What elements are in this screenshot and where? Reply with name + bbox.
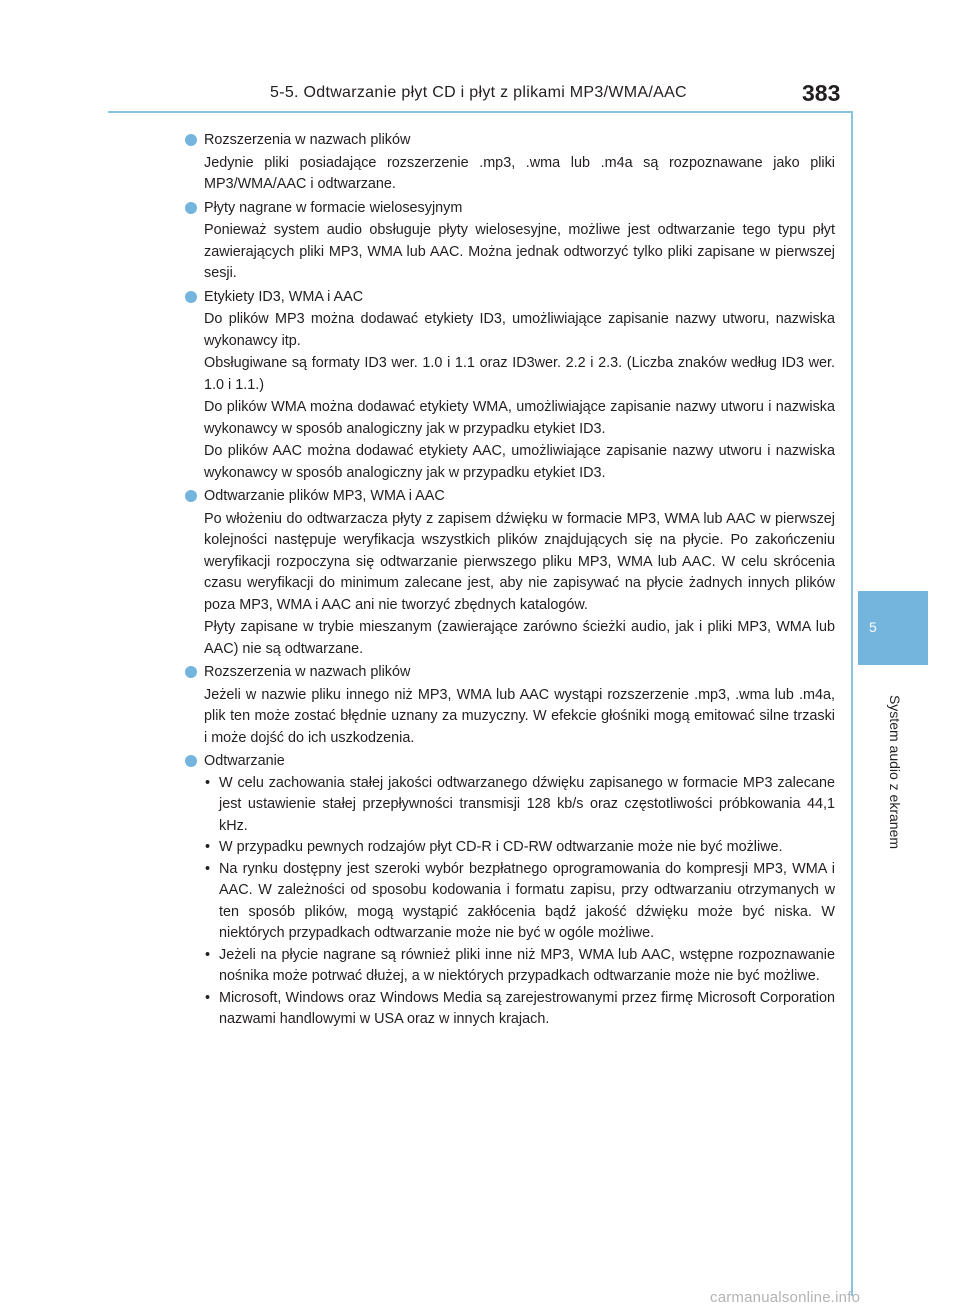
chapter-tab	[858, 591, 928, 665]
content	[183, 128, 835, 1031]
paragraph: Jeżeli w nazwie pliku innego niż MP3, WMA lub AAC wystąpi rozszerzenie .mp3, .wma lub .m4a, plik ten może zostać błędnie uznany za muzyczny. W efekcie głośniki mogą emitować silne trzaski i może dojść do ich uszkodzenia.	[204, 686, 835, 746]
section	[183, 751, 835, 1031]
paragraph: Obsługiwane są formaty ID3 wer. 1.0 i 1.1 oraz ID3wer. 2.2 i 2.3. (Liczba znaków według ID3 wer. 1.0 i 1.1.)	[204, 355, 835, 393]
paragraph: Ponieważ system audio obsługuje płyty wielosesyjne, możliwe jest odtwarzanie tego typu płyt zawierających pliki MP3, WMA lub AAC. Można jednak odtworzyć tylko pliki zapisane w pierwszej sesji.	[204, 222, 835, 281]
section	[183, 130, 835, 196]
section-title: Odtwarzanie	[183, 751, 835, 773]
section	[183, 486, 835, 660]
paragraph: Jedynie pliki posiadające rozszerzenie .mp3, .wma lub .m4a są rozpoznawane jako pliki MP3/WMA/AAC i odtwarzane.	[204, 154, 835, 192]
paragraph: Po włożeniu do odtwarzacza płyty z zapisem dźwięku w formacie MP3, WMA lub AAC w pierwszej kolejności następuje weryfikacja wszystkich plików znajdujących się na płycie. Po zakończeniu weryfikacji rozpoczyna się odtwarzanie pierwszego pliku MP3, WMA lub AAC. W celu skrócenia czasu weryfikacji do minimum zalecane jest, aby nie zapisywać na płycie żadnych innych plików poza MP3, WMA i AAC ani nie tworzyć zbędnych katalogów.	[204, 510, 835, 613]
section-title: Rozszerzenia w nazwach plików	[183, 662, 835, 684]
page-header-title: 5-5. Odtwarzanie płyt CD i płyt z plikami MP3/WMA/AAC	[270, 84, 687, 101]
section-title: Płyty nagrane w formacie wielosesyjnym	[183, 198, 835, 220]
chapter-label-wrap	[883, 694, 907, 850]
bullet-list	[183, 773, 835, 1031]
chapter-label: System audio z ekranem	[887, 694, 903, 850]
page-number: 383	[802, 80, 841, 106]
section-title: Etykiety ID3, WMA i AAC	[183, 287, 835, 309]
list-item: • Microsoft, Windows oraz Windows Media są zarejestrowanymi przez firmę Microsoft Corporation nazwami handlowymi w USA oraz w innych krajach.	[219, 988, 835, 1031]
list-item: • Na rynku dostępny jest szeroki wybór bezpłatnego oprogramowania do kompresji MP3, WMA i AAC. W zależności od sposobu kodowania i formatu zapisu, przy odtwarzaniu otrzymanych w ten sposób plików, mogą wystąpić zakłócenia bądź jakość dźwięku może być niska. W niektórych przypadkach odtwarzanie może nie być w ogóle możliwe.	[219, 859, 835, 945]
chapter-number: 5	[869, 619, 877, 635]
paragraph: Do plików WMA można dodawać etykiety WMA, umożliwiające zapisanie nazwy utworu i nazwiska wykonawcy w sposób analogiczny jak w przypadku etykiet ID3.	[204, 399, 835, 437]
section	[183, 662, 835, 749]
section-title: Rozszerzenia w nazwach plików	[183, 130, 835, 152]
section	[183, 287, 835, 485]
paragraph: Do plików AAC można dodawać etykiety AAC, umożliwiające zapisanie nazwy utworu i nazwiska wykonawcy w sposób analogiczny jak w przypadku etykiet ID3.	[204, 443, 835, 481]
header-rule	[108, 111, 851, 113]
list-item: • Jeżeli na płycie nagrane są również pliki inne niż MP3, WMA lub AAC, wstępne rozpoznawanie nośnika może potrwać dłużej, a w niektórych przypadkach odtwarzanie może nie być możliwe.	[219, 945, 835, 988]
section	[183, 198, 835, 285]
list-item: • W celu zachowania stałej jakości odtwarzanego dźwięku zapisanego w formacie MP3 zalecane jest ustawienie stałej przepływności transmisji 128 kb/s oraz częstotliwości próbkowania 44,1 kHz.	[219, 773, 835, 838]
paragraph: Płyty zapisane w trybie mieszanym (zawierające zarówno ścieżki audio, jak i pliki MP3, WMA lub AAC) nie są odtwarzane.	[204, 619, 835, 657]
section-title: Odtwarzanie plików MP3, WMA i AAC	[183, 486, 835, 508]
side-rule	[851, 111, 853, 1296]
watermark: carmanualsonline.info	[710, 1289, 861, 1306]
paragraph: Do plików MP3 można dodawać etykiety ID3, umożliwiające zapisanie nazwy utworu, nazwiska wykonawcy itp.	[204, 311, 835, 349]
list-item: • W przypadku pewnych rodzajów płyt CD-R i CD-RW odtwarzanie może nie być możliwe.	[219, 837, 835, 859]
